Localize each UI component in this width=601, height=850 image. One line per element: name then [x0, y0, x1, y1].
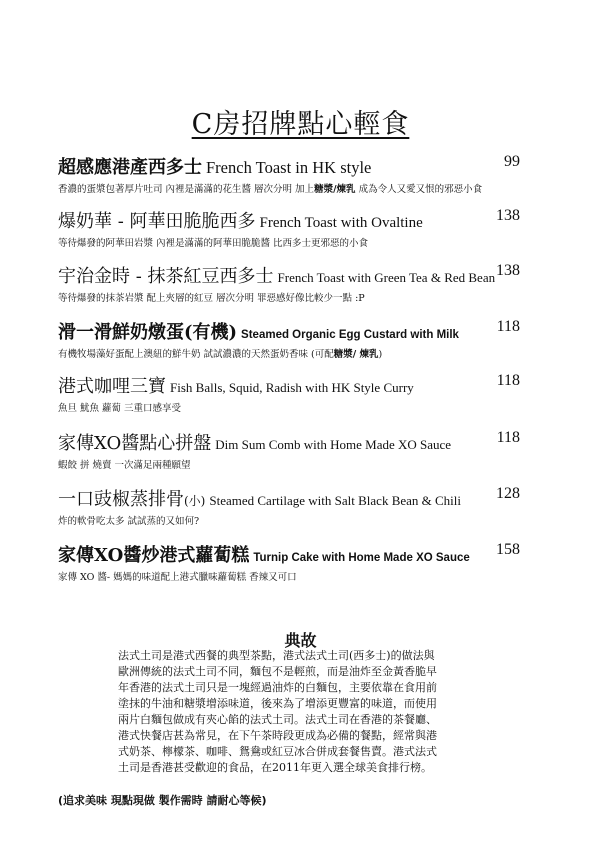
item-name-en: French Toast in HK style: [206, 158, 372, 177]
item-name-en: Fish Balls, Squid, Radish with HK Style Curry: [170, 380, 414, 395]
story-line: 法式土司是港式西餐的典型茶點，港式法式土司(西多士)的做法與: [118, 649, 435, 662]
item-price: 118: [496, 372, 520, 389]
item-price: 158: [496, 541, 520, 558]
item-name-en: French Toast with Green Tea & Red Bean: [277, 270, 496, 285]
item-description: 有機牧場藻好蛋配上澳紐的鮮牛奶 試試濃濃的天然蛋奶香味 (可配糖漿/ 煉乳): [58, 349, 383, 360]
item-price: 118: [496, 318, 520, 335]
item-price: 138: [496, 262, 520, 279]
story-line: 兩片白麵包做成有夾心餡的法式土司。法式土司在香港的茶餐廳、: [118, 713, 437, 726]
item-name-en: Steamed Organic Egg Custard with Milk: [241, 329, 459, 341]
menu-item-dim-sum-combo: [58, 429, 520, 471]
item-name-zh: 超感應港產西多士: [58, 157, 202, 178]
menu-item-turnip-cake: [58, 541, 520, 583]
menu-item-green-tea-toast: [58, 262, 520, 304]
story-body: [118, 648, 500, 776]
item-description: 蝦餃 拼 燒賣 一次滿足兩種願望: [58, 460, 191, 471]
item-name-zh: 家傳XO醬點心拼盤: [58, 433, 212, 454]
item-name-zh: 滑一滑鮮奶燉蛋(有機): [58, 322, 238, 343]
page-title: C房招牌點心輕食: [191, 109, 410, 140]
item-name-zh: 家傳XO醬炒港式蘿蔔糕: [58, 545, 250, 566]
item-price: 118: [496, 429, 520, 446]
item-name-zh: 宇治金時 - 抹茶紅豆西多士: [58, 266, 274, 287]
item-name-en: French Toast with Ovaltine: [259, 215, 423, 231]
item-description: 炸的軟骨吃太多 試試蒸的又如何?: [58, 516, 200, 527]
item-size-label: (小): [184, 494, 206, 508]
menu-item-french-toast: [58, 153, 520, 195]
story-line: 式奶茶、檸檬茶、咖啡、鴛鴦或紅豆冰合併成套餐售賣。港式法式: [118, 745, 437, 758]
item-name-en: Steamed Cartilage with Salt Black Bean & Chili: [209, 493, 462, 508]
menu-item-steamed-ribs: [58, 485, 520, 527]
item-price: 128: [496, 485, 520, 502]
story-title: 典故: [284, 631, 317, 650]
story-line: 塗抹的牛油和糖漿增添味道，後來為了增添更豐富的味道，而使用: [118, 697, 437, 710]
item-name-en: Turnip Cake with Home Made XO Sauce: [253, 552, 470, 564]
item-description: 香濃的蛋漿包著厚片吐司 內裡是滿滿的花生醬 層次分明 加上糖漿/煉乳 成為令人又愛又恨的邪惡小食: [58, 184, 483, 195]
item-description: 魚旦 魷魚 蘿蔔 三重口感享受: [58, 403, 182, 414]
item-price: 138: [496, 207, 520, 224]
story-line: 歐洲傳統的法式土司不同，麵包不是輕煎，而是油炸至金黃香脆早: [118, 665, 437, 678]
menu-item-ovaltine-toast: [58, 207, 520, 249]
item-name-zh: 爆奶華 - 阿華田脆脆西多: [58, 211, 256, 232]
story-line: 港式快餐店甚為常見，在下午茶時段更成為必備的餐點，經常與港: [118, 729, 437, 742]
item-name-en: Dim Sum Comb with Home Made XO Sauce: [215, 437, 452, 452]
item-name-zh: 港式咖哩三寶: [58, 376, 166, 397]
menu-item-curry-trio: [58, 372, 520, 414]
item-description: 等待爆發的阿華田岩漿 內裡是滿滿的阿華田脆脆醬 比西多士更邪惡的小食: [58, 238, 369, 249]
footer-note: (追求美味 現點現做 製作需時 請耐心等候): [58, 794, 267, 807]
story-line: 土司是香港甚受歡迎的食品，在2011年更入選全球美食排行榜。: [118, 761, 432, 774]
item-description: 家傳 XO 醬- 媽媽的味道配上港式臘味蘿蔔糕 香辣又可口: [58, 572, 297, 583]
menu-item-egg-custard: [58, 318, 520, 360]
item-description: 等待爆發的抹茶岩漿 配上夾層的紅豆 層次分明 罪惡感好像比較少一點 :P: [58, 293, 365, 304]
item-name-zh: 一口豉椒蒸排骨: [58, 489, 184, 510]
item-price: 99: [504, 153, 520, 170]
story-line: 年香港的法式土司只是一塊經過油炸的白麵包，主要依靠在食用前: [118, 681, 437, 694]
